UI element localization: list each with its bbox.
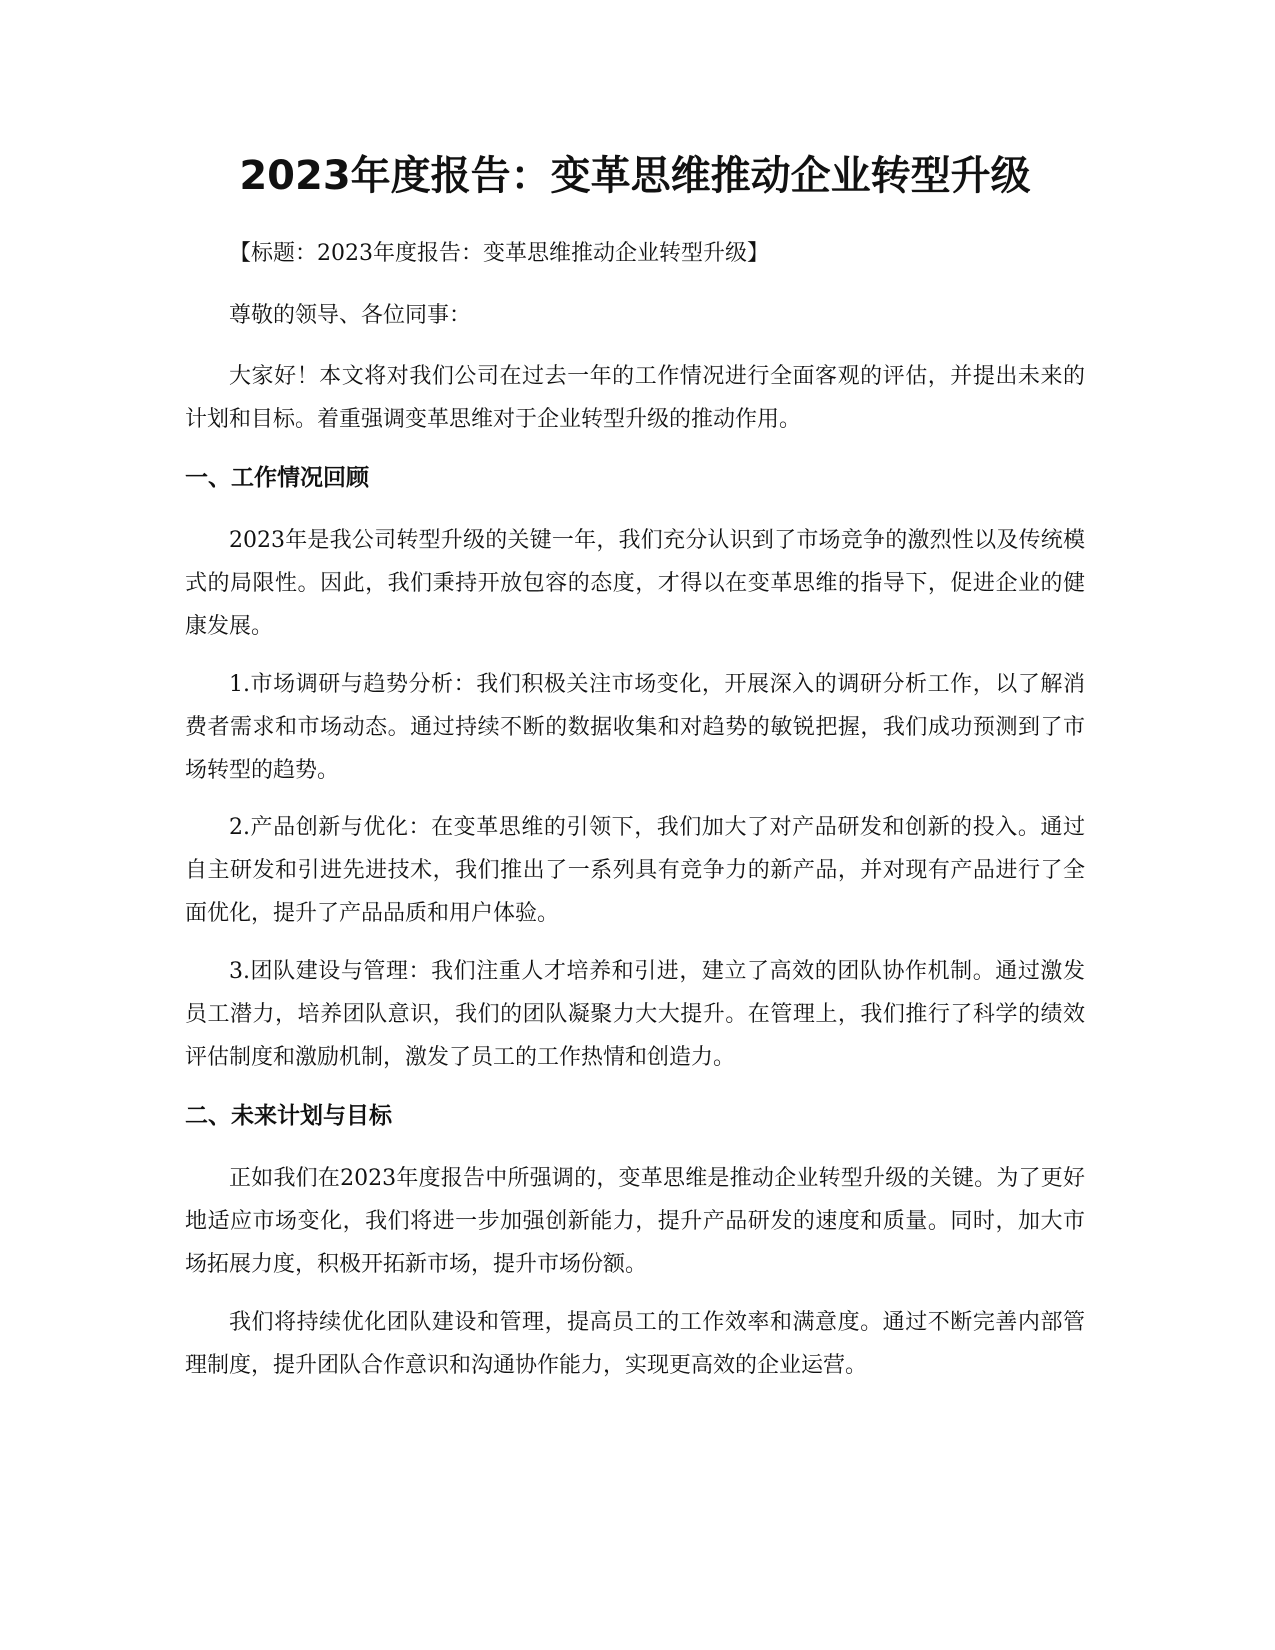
section-heading-future: 二、未来计划与目标 <box>185 1103 392 1129</box>
section1-paragraph: 2023年是我公司转型升级的关键一年，我们充分认识到了市场竞争的激烈性以及传统模式的局限性。因此，我们秉持开放包容的态度，才得以在变革思维的指导下，促进企业的健康发展。 <box>185 528 1085 639</box>
greeting: 尊敬的领导、各位同事： <box>229 303 472 328</box>
section-heading-review: 一、工作情况回顾 <box>185 465 369 491</box>
subtitle-line: 【标题：2023年度报告：变革思维推动企业转型升级】 <box>229 241 769 266</box>
section2-paragraph-plan: 正如我们在2023年度报告中所强调的，变革思维是推动企业转型升级的关键。为了更好地适应市场变化，我们将进一步加强创新能力，提升产品研发的速度和质量。同时，加大市场拓展力度，积极开拓新市场，提升市场份额。 <box>185 1166 1085 1277</box>
document-title: 2023年度报告：变革思维推动企业转型升级 <box>239 153 1031 199</box>
section1-item-product-innovation: 2.产品创新与优化：在变革思维的引领下，我们加大了对产品研发和创新的投入。通过自主研发和引进先进技术，我们推出了一系列具有竞争力的新产品，并对现有产品进行了全面优化，提升了产品品质和用户体验。 <box>185 815 1085 926</box>
intro-paragraph: 大家好！本文将对我们公司在过去一年的工作情况进行全面客观的评估，并提出未来的计划和目标。着重强调变革思维对于企业转型升级的推动作用。 <box>185 364 1085 432</box>
section1-item-team-building: 3.团队建设与管理：我们注重人才培养和引进，建立了高效的团队协作机制。通过激发员工潜力，培养团队意识，我们的团队凝聚力大大提升。在管理上，我们推行了科学的绩效评估制度和激励机制，激发了员工的工作热情和创造力。 <box>185 959 1085 1070</box>
section1-item-market-research: 1.市场调研与趋势分析：我们积极关注市场变化，开展深入的调研分析工作，以了解消费者需求和市场动态。通过持续不断的数据收集和对趋势的敏锐把握，我们成功预测到了市场转型的趋势。 <box>185 672 1085 783</box>
section2-paragraph-team: 我们将持续优化团队建设和管理，提高员工的工作效率和满意度。通过不断完善内部管理制度，提升团队合作意识和沟通协作能力，实现更高效的企业运营。 <box>185 1310 1085 1378</box>
